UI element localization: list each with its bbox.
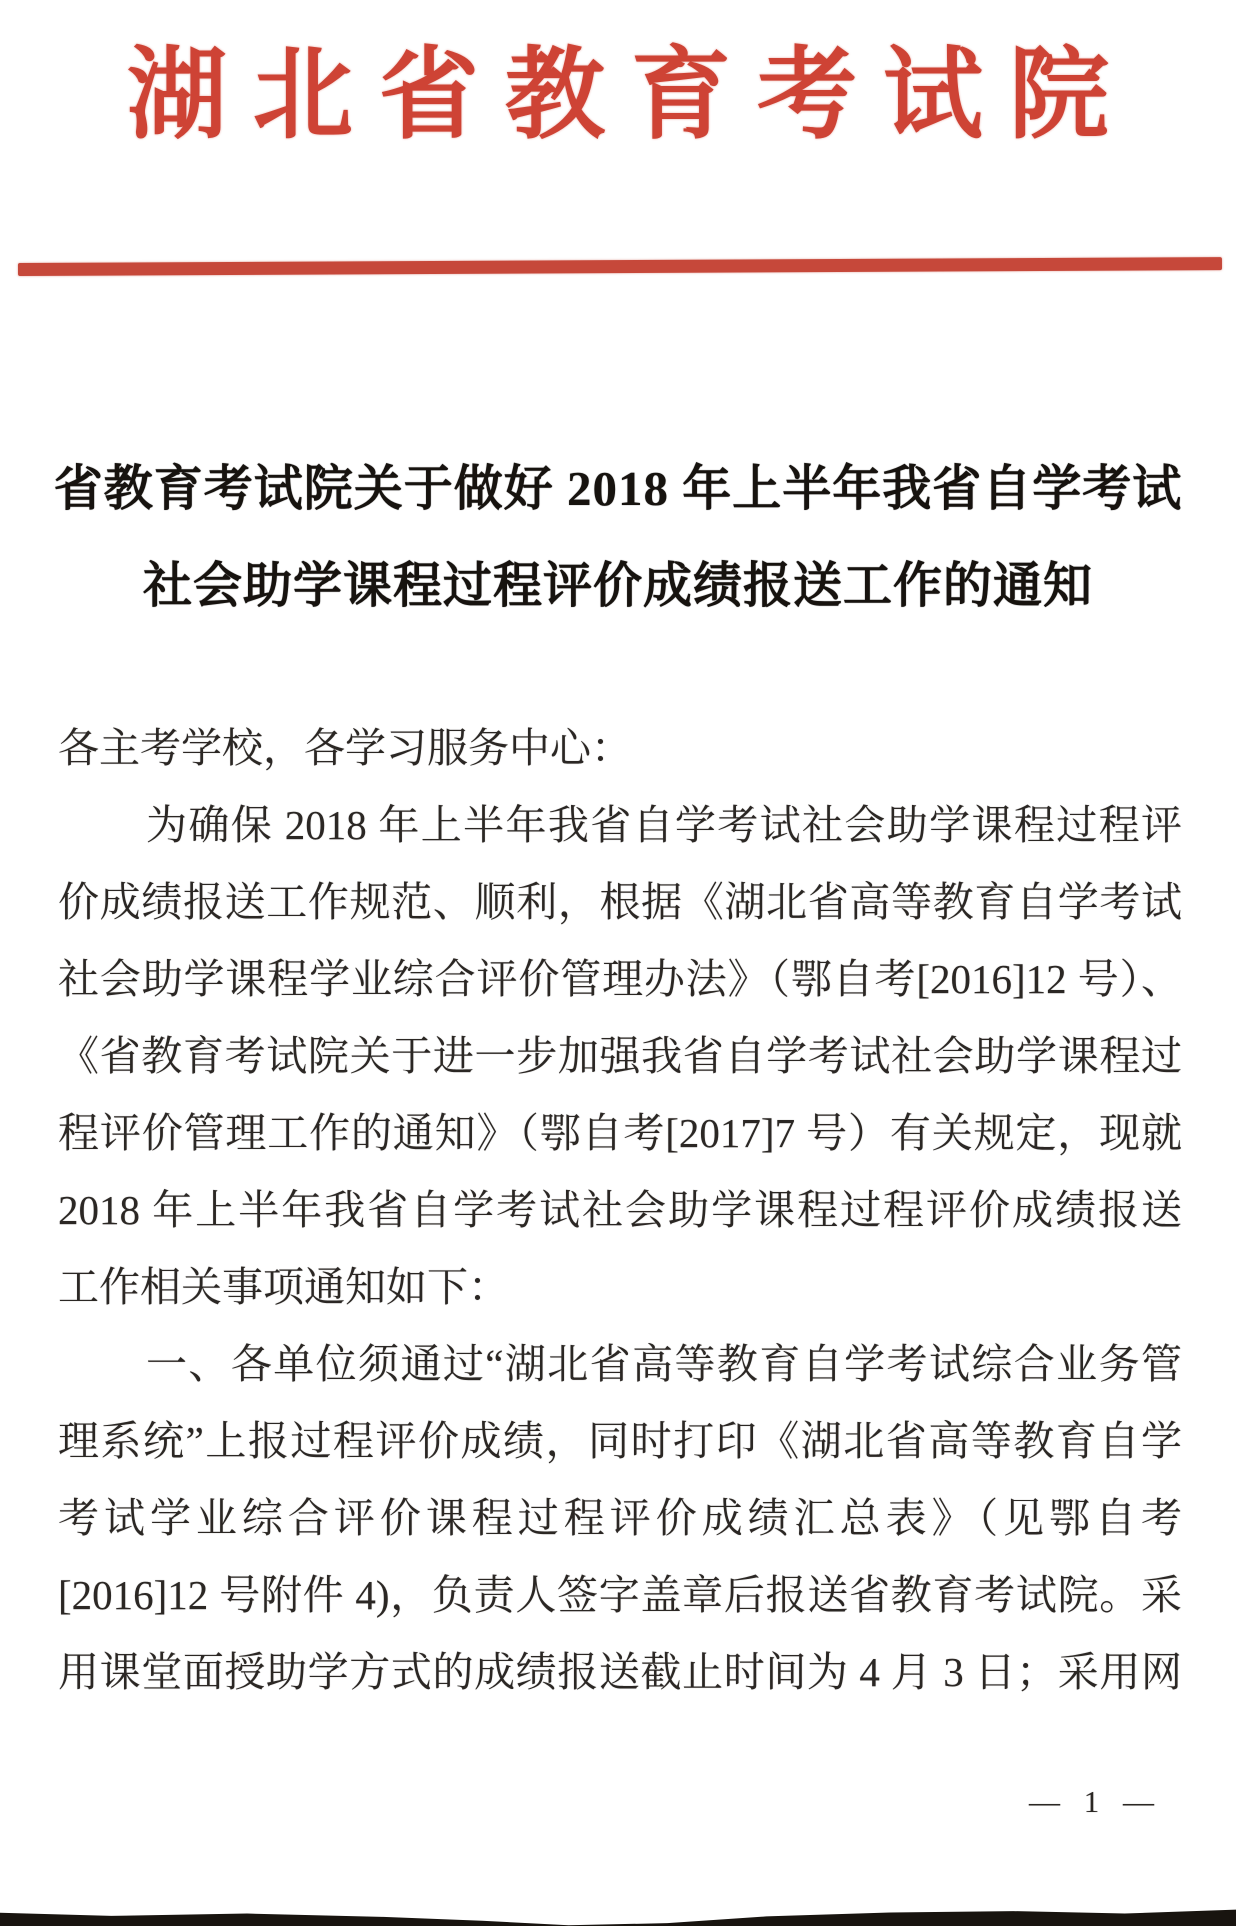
page-number: — 1 — (1029, 1784, 1162, 1819)
body-line: 为确保 2018 年上半年我省自学考试社会助学课程过程评 (146, 802, 1182, 848)
document-title-line-2: 社会助学课程过程评价成绩报送工作的通知 (142, 558, 1093, 613)
body-line: 用课堂面授助学方式的成绩报送截止时间为 4 月 3 日；采用网 (58, 1649, 1182, 1695)
body-line: 考试学业综合评价课程过程评价成绩汇总表》（见鄂自考 (58, 1495, 1182, 1541)
body-line: 理系统”上报过程评价成绩，同时打印《湖北省高等教育自学 (58, 1418, 1182, 1464)
body-line: 2018 年上半年我省自学考试社会助学课程过程评价成绩报送 (58, 1187, 1182, 1233)
body-line: 一、各单位须通过“湖北省高等教育自学考试综合业务管 (146, 1341, 1182, 1387)
document-body (58, 710, 1182, 1711)
document-title-line-1: 省教育考试院关于做好 2018 年上半年我省自学考试 (53, 461, 1183, 516)
body-line: [2016]12 号附件 4)，负责人签字盖章后报送省教育考试院。采 (58, 1572, 1182, 1618)
agency-letterhead: 湖北省教育考试院 (127, 40, 1135, 151)
body-line: 价成绩报送工作规范、顺利，根据《湖北省高等教育自学考试 (58, 879, 1182, 925)
scan-edge-artifact (0, 1902, 1236, 1926)
body-line: 各主考学校，各学习服务中心： (58, 725, 632, 771)
letterhead-divider-rule (18, 257, 1222, 276)
document-title (0, 440, 1236, 634)
body-line: 社会助学课程学业综合评价管理办法》（鄂自考[2016]12 号）、 (58, 956, 1182, 1002)
body-line: 程评价管理工作的通知》（鄂自考[2017]7 号）有关规定，现就 (58, 1110, 1182, 1156)
body-line: 《省教育考试院关于进一步加强我省自学考试社会助学课程过 (58, 1033, 1182, 1079)
body-line: 工作相关事项通知如下： (58, 1264, 509, 1310)
